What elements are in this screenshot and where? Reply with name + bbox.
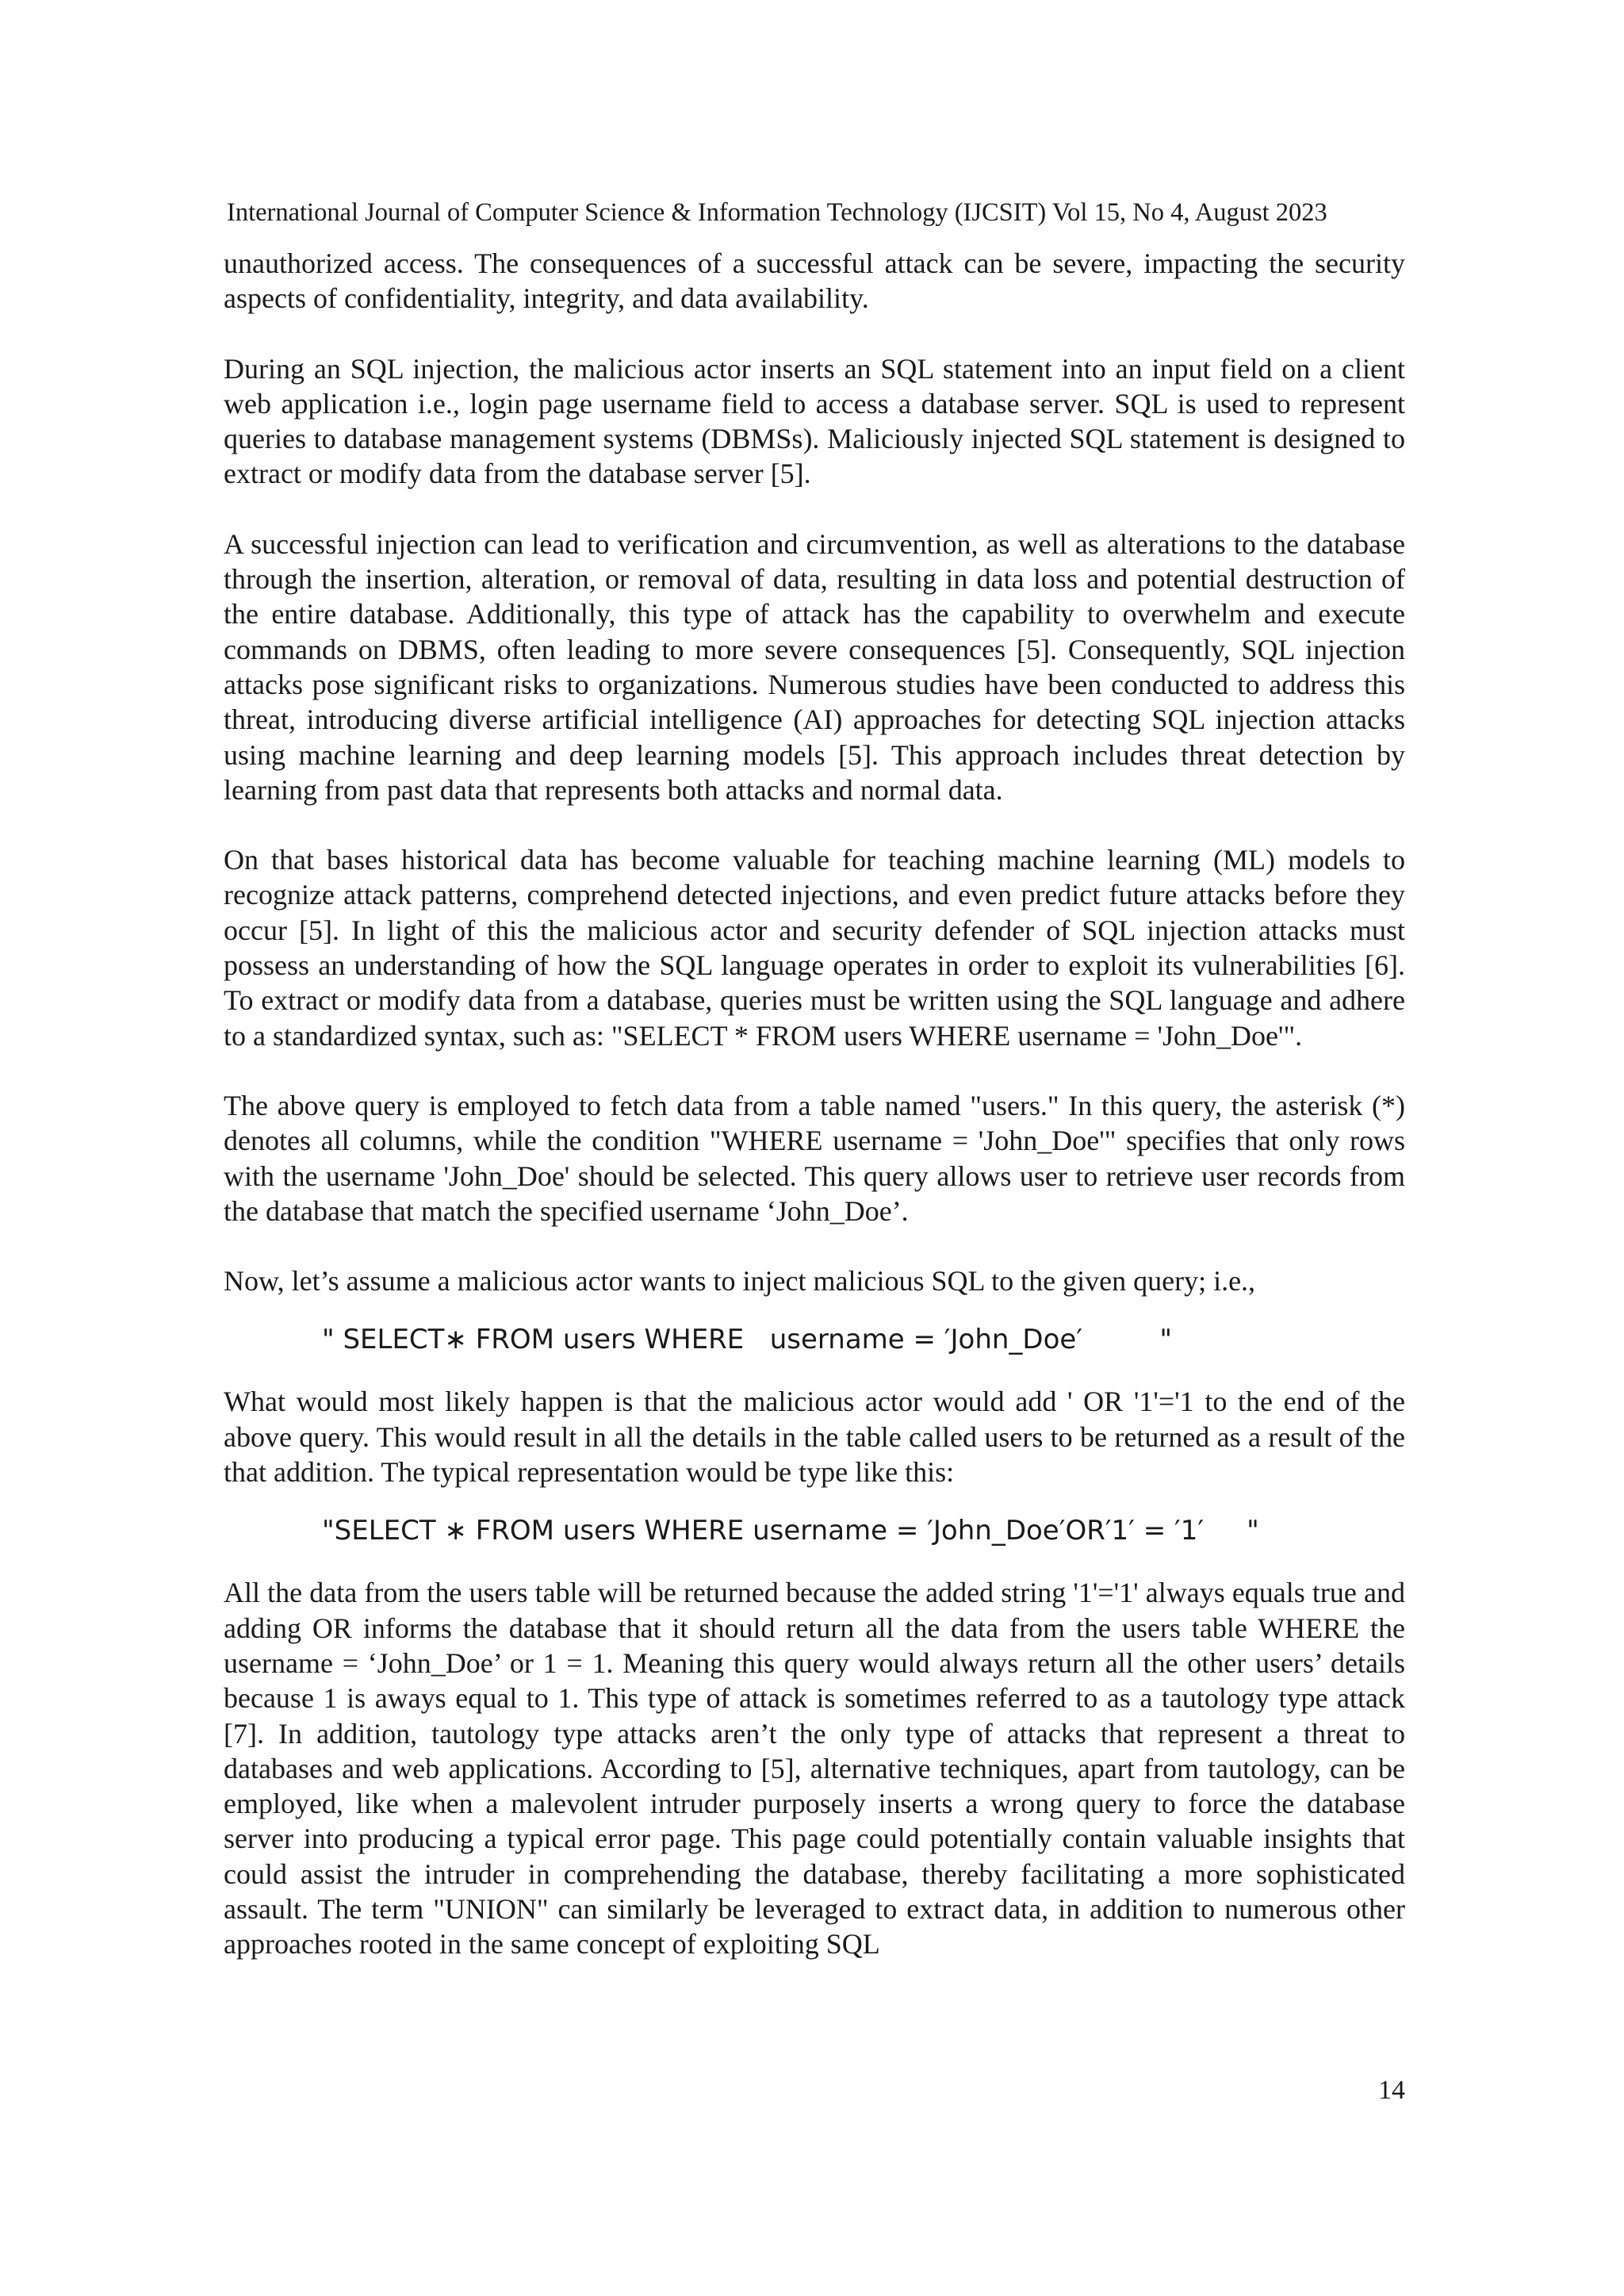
paragraph-historical-data: On that bases historical data has become valuable for teaching machine learning (ML) models to recognize attack patterns, comprehend detected injections, and even predict future attacks before they occur [5]. In light of this the malicious actor and security defender of SQL injection attacks must possess an understanding of how the SQL language operates in order to exploit its vulnerabilities [6]. To extract or modify data from a database, queries must be written using the SQL language and adhere to a standardized syntax, such as: "SELECT * FROM users WHERE username = 'John_Doe'".	[224, 844, 1405, 1052]
paragraph-or-injection: What would most likely happen is that the malicious actor would add ' OR '1'='1 to the end of the above query. This would result in all the details in the table called users to be returned as a result of the that addition. The typical representation would be type like this:	[224, 1386, 1405, 1489]
body-text	[224, 246, 1405, 1997]
paragraph-malicious-actor: Now, let’s assume a malicious actor wants to inject malicious SQL to the given query; i.e.,	[224, 1265, 1256, 1297]
paragraph-tautology-attack: All the data from the users table will be returned because the added string '1'='1' always equals true and adding OR informs the database that it should return all the data from the users table WHERE the username = ‘John_Doe’ or 1 = 1. Meaning this query would always return all the other users’ details because 1 is aways equal to 1. This type of attack is sometimes referred to as a tautology type attack [7]. In addition, tautology type attacks aren’t the only type of attacks that represent a threat to databases and web applications. According to [5], alternative techniques, apart from tautology, can be employed, like when a malevolent intruder purposely inserts a wrong query to force the database server into producing a typical error page. This page could potentially contain valuable insights that could assist the intruder in comprehending the database, thereby facilitating a more sophisticated assault. The term "UNION" can similarly be leveraged to extract data, in addition to numerous other approaches rooted in the same concept of exploiting SQL	[224, 1577, 1405, 1961]
running-header: International Journal of Computer Science & Information Technology (IJCSIT) Vol 15, No 4, August 2023	[227, 198, 1327, 227]
paragraph-consequences: unauthorized access. The consequences of a successful attack can be severe, impacting the security aspects of confidentiality, integrity, and data availability.	[224, 247, 1405, 315]
page-number: 14	[1378, 2076, 1405, 2105]
paragraph-query-explanation: The above query is employed to fetch data from a table named "users." In this query, the asterisk (*) denotes all columns, while the condition "WHERE username = 'John_Doe'" specifies that only rows with the username 'John_Doe' should be selected. This query allows user to retrieve user records from the database that match the specified username ‘John_Doe’.	[224, 1089, 1405, 1227]
paragraph-sql-injection-definition: During an SQL injection, the malicious actor inserts an SQL statement into an input field on a client web application i.e., login page username field to access a database server. SQL is used to represent queries to database management systems (DBMSs). Maliciously injected SQL statement is designed to extract or modify data from the database server [5].	[224, 352, 1405, 490]
equation-select-query: " SELECT∗ FROM users WHERE username = ′John_Doe′ "	[322, 1324, 1172, 1356]
equation-tautology-query: "SELECT ∗ FROM users WHERE username = ′John_Doe′OR′1′ = ′1′ "	[322, 1515, 1259, 1547]
paragraph-injection-impact: A successful injection can lead to verification and circumvention, as well as alterations to the database through the insertion, alteration, or removal of data, resulting in data loss and potential destruction of the entire database. Additionally, this type of attack has the capability to overwhelm and execute commands on DBMS, often leading to more severe consequences [5]. Consequently, SQL injection attacks pose significant risks to organizations. Numerous studies have been conducted to address this threat, introducing diverse artificial intelligence (AI) approaches for detecting SQL injection attacks using machine learning and deep learning models [5]. This approach includes threat detection by learning from past data that represents both attacks and normal data.	[224, 527, 1405, 806]
